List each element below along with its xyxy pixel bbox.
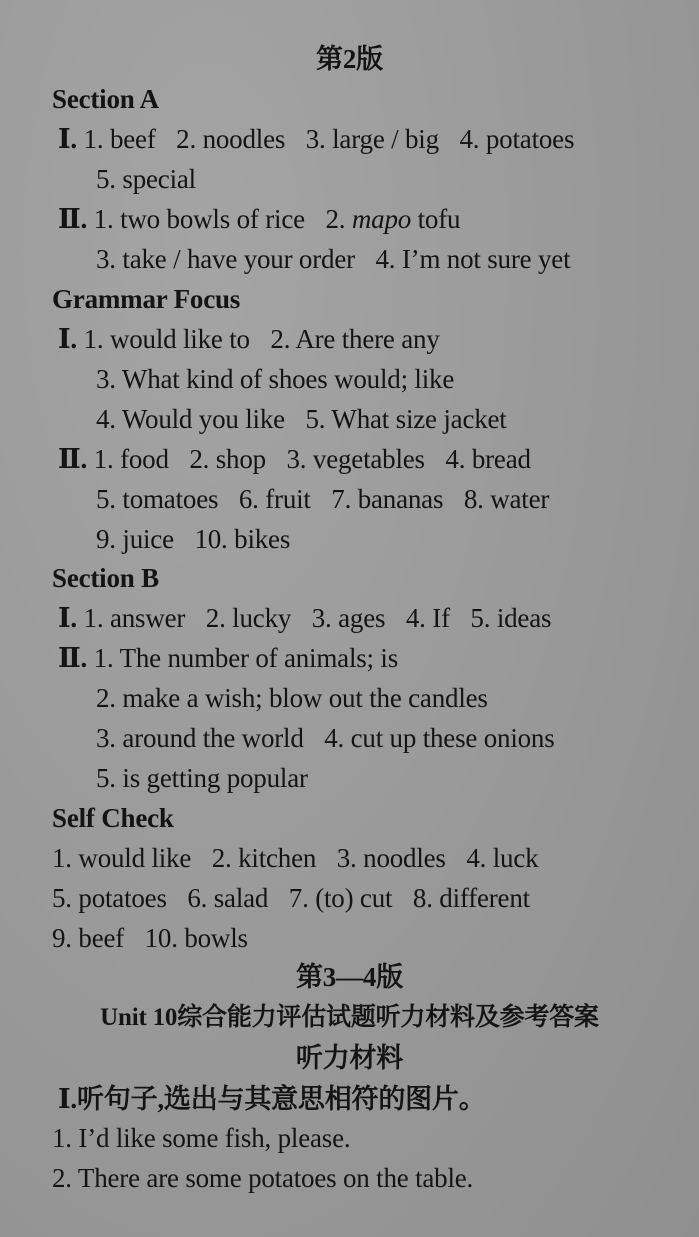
answer-item: 4. potatoes bbox=[459, 124, 575, 154]
answer-item: 5. ideas bbox=[470, 603, 552, 633]
answer-item: 1. would like to bbox=[83, 324, 250, 354]
listening-material-heading: 听力材料 bbox=[295, 1043, 404, 1073]
answer-item: 1. The number of animals; is bbox=[93, 643, 399, 673]
answer-item: 3. take / have your order bbox=[96, 244, 355, 274]
listening-part-1-instruction: Ⅰ.听句子,选出与其意思相符的图片。 bbox=[58, 1084, 486, 1114]
heading-self-check: Self Check bbox=[52, 803, 174, 833]
answer-row bbox=[96, 162, 196, 196]
answer-item: 7. (to) cut bbox=[288, 883, 393, 913]
answer-row bbox=[58, 442, 531, 476]
answer-item: 4. bread bbox=[445, 444, 531, 474]
answer-row bbox=[58, 122, 574, 156]
answer-item: 4. cut up these onions bbox=[324, 723, 555, 753]
answer-item: 1. food bbox=[93, 444, 169, 474]
answer-row bbox=[96, 242, 570, 276]
answer-item: 5. special bbox=[96, 164, 196, 194]
answer-item: 5. is getting popular bbox=[96, 763, 308, 793]
heading-section-b: Section B bbox=[52, 563, 159, 593]
roman-numeral: Ⅱ. bbox=[58, 643, 88, 673]
answer-item: 3. vegetables bbox=[286, 444, 425, 474]
answer-row bbox=[96, 522, 290, 556]
answer-row bbox=[96, 721, 555, 755]
answer-item: 6. salad bbox=[187, 883, 269, 913]
answer-item: 1. answer bbox=[83, 603, 186, 633]
answer-row bbox=[96, 402, 507, 436]
answer-item: 3. large / big bbox=[305, 124, 439, 154]
answer-row bbox=[58, 601, 551, 635]
answer-item: 8. different bbox=[412, 883, 530, 913]
answer-item: 2. lucky bbox=[205, 603, 292, 633]
answer-row bbox=[52, 921, 248, 955]
answer-item: 2. make a wish; blow out the candles bbox=[96, 683, 488, 713]
answer-row bbox=[58, 322, 440, 356]
answer-item: 3. noodles bbox=[336, 843, 446, 873]
answer-item: 2. shop bbox=[189, 444, 266, 474]
answer-item: 9. juice bbox=[96, 524, 174, 554]
answer-item: 10. bowls bbox=[144, 923, 248, 953]
answer-item: 4. I’m not sure yet bbox=[375, 244, 571, 274]
page-heading-2: 第2版 bbox=[316, 44, 383, 74]
answer-row bbox=[58, 202, 460, 236]
answer-item: 2. Are there any bbox=[270, 324, 440, 354]
answer-item: 3. What kind of shoes would; like bbox=[96, 364, 455, 394]
answer-item: 1. two bowls of rice bbox=[93, 204, 305, 234]
roman-numeral: Ⅰ. bbox=[58, 603, 77, 633]
answer-row bbox=[52, 841, 538, 875]
answer-item: 5. potatoes bbox=[52, 883, 167, 913]
answer-item: 10. bikes bbox=[194, 524, 291, 554]
roman-numeral: Ⅰ. bbox=[58, 124, 77, 154]
unit-10-title: Unit 10综合能力评估试题听力材料及参考答案 bbox=[100, 1004, 599, 1031]
heading-grammar-focus: Grammar Focus bbox=[52, 284, 241, 314]
answer-row bbox=[96, 482, 549, 516]
answer-row bbox=[52, 881, 530, 915]
roman-numeral: Ⅰ. bbox=[58, 324, 77, 354]
heading-section-a: Section A bbox=[52, 84, 159, 114]
answer-item: 2. noodles bbox=[176, 124, 286, 154]
answer-item: 8. water bbox=[463, 484, 550, 514]
answer-item: 4. Would you like bbox=[96, 404, 285, 434]
answer-row bbox=[58, 641, 398, 675]
answer-item: 4. If bbox=[405, 603, 450, 633]
listening-sentence: 1. I’d like some fish, please. bbox=[52, 1123, 351, 1153]
roman-numeral: Ⅱ. bbox=[58, 204, 88, 234]
answer-item: 3. ages bbox=[311, 603, 386, 633]
answer-item: 5. What size jacket bbox=[305, 404, 507, 434]
answer-row bbox=[96, 362, 454, 396]
answer-item: 2. kitchen bbox=[211, 843, 317, 873]
answer-item: 3. around the world bbox=[96, 723, 304, 753]
answer-row bbox=[96, 761, 308, 795]
answer-item: 2. mapo tofu bbox=[325, 204, 461, 234]
answer-item: 5. tomatoes bbox=[96, 484, 219, 514]
listening-sentence: 2. There are some potatoes on the table. bbox=[52, 1163, 474, 1193]
answer-item: 7. bananas bbox=[331, 484, 444, 514]
answer-item: 6. fruit bbox=[238, 484, 311, 514]
answer-row bbox=[96, 681, 488, 715]
answer-item: 1. would like bbox=[52, 843, 192, 873]
answer-item: 9. beef bbox=[52, 923, 125, 953]
answer-item: 4. luck bbox=[466, 843, 539, 873]
page-heading-3-4: 第3—4版 bbox=[296, 962, 403, 992]
answer-item: 1. beef bbox=[83, 124, 156, 154]
roman-numeral: Ⅱ. bbox=[58, 444, 88, 474]
